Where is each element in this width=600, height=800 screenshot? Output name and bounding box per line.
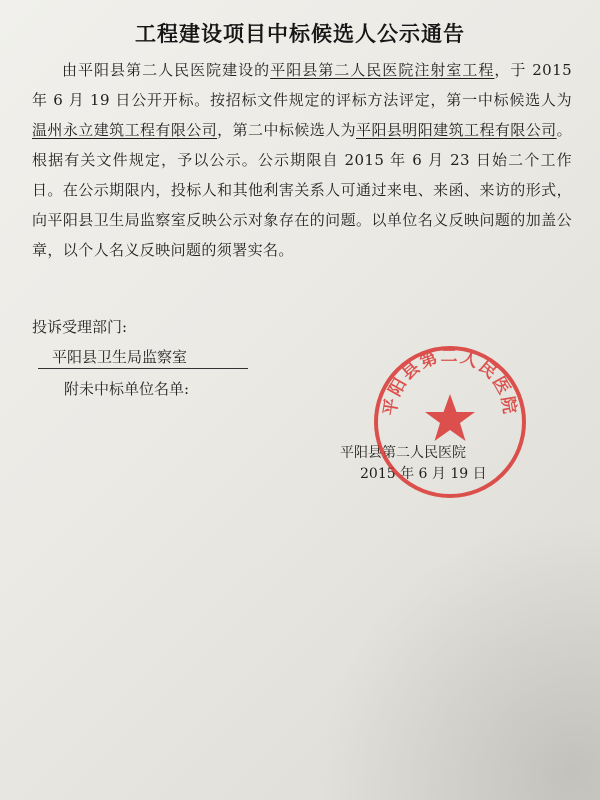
project-name: 平阳县第二人民医院注射室工程: [270, 61, 495, 79]
notice-paragraph: [32, 55, 572, 265]
signature-date: 2015 年 6 月 19 日: [360, 466, 487, 482]
attachment-label: 附未中标单位名单:: [64, 380, 190, 398]
second-candidate: 平阳县明阳建筑工程有限公司: [356, 121, 557, 139]
paragraph-text-1: 由平阳县第二人民医院建设的: [62, 61, 271, 79]
paragraph-text-4: 。根据有关文件规定，予以公示。公示期限自 2015 年 6 月 23 日始二个工作日。在公示期限内，投标人和其他利害关系人可通过来电、来函、来访的形式，向平阳县卫生局监察室反映公示对象存在的问题。以单位名义反映问题的加盖公章，以个人名义反映问题的须署实名。: [32, 121, 572, 259]
complaint-department: 平阳县卫生局监察室: [38, 346, 248, 369]
document-title: 工程建设项目中标候选人公示通告: [135, 22, 465, 46]
complaint-label: 投诉受理部门:: [32, 318, 128, 336]
paragraph-text-3: ，第二中标候选人为: [217, 121, 357, 139]
official-seal: [370, 342, 530, 502]
seal-text: 平阳县第二人民医院: [380, 346, 520, 418]
first-candidate: 温州永立建筑工程有限公司: [32, 121, 218, 139]
notice-body: [32, 55, 572, 265]
page-shadow: [320, 520, 600, 800]
signature-organization: 平阳县第二人民医院: [340, 445, 466, 461]
seal-star-icon: [425, 394, 475, 441]
paragraph-text-2: ，于 2015 年 6 月 19 日公开开标。按招标文件规定的评标方法评定，第一中标候选人为: [32, 61, 573, 109]
